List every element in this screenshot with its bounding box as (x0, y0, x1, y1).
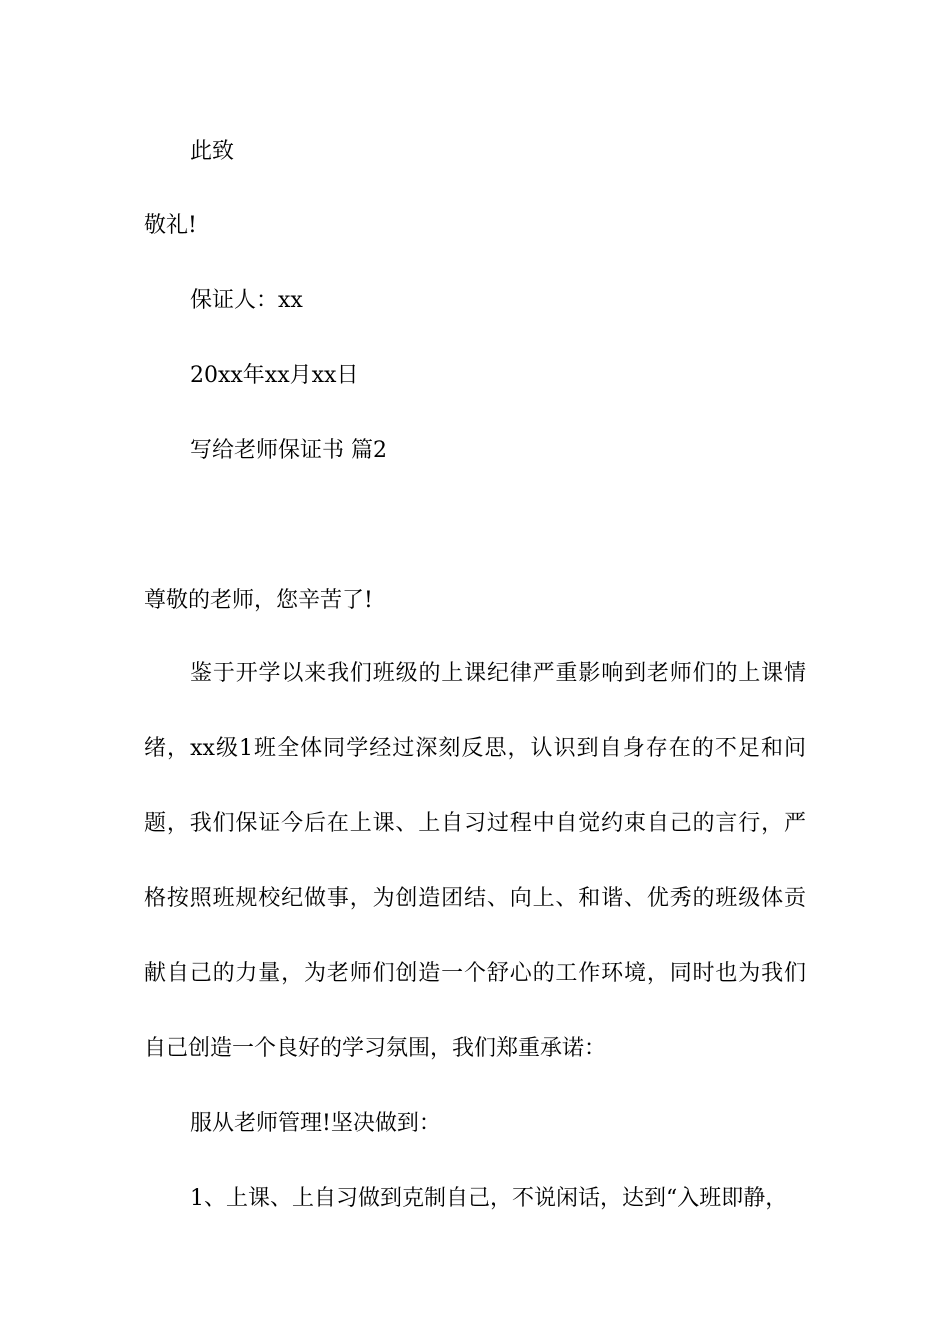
signer-line: 保证人：xx (190, 288, 303, 313)
section-heading: 写给老师保证书 篇2 (190, 438, 387, 463)
commitment-intro: 服从老师管理!坚决做到： (190, 1111, 441, 1136)
paragraph-line: 格按照班规校纪做事，为创造团结、向上、和谐、优秀的班级体贡 (144, 886, 806, 911)
closing-salutation: 此致 (190, 139, 235, 164)
paragraph-line: 绪，xx级1班全体同学经过深刻反思，认识到自身存在的不足和问 (144, 736, 806, 761)
paragraph-line: 献自己的力量，为老师们创造一个舒心的工作环境，同时也为我们 (144, 961, 806, 986)
greeting-line: 尊敬的老师，您辛苦了! (144, 588, 373, 613)
paragraph-line: 自己创造一个良好的学习氛围，我们郑重承诺： (144, 1036, 607, 1061)
commitment-item-1: 1、上课、上自习做到克制自己，不说闲话，达到“入班即静， (190, 1186, 788, 1211)
paragraph-line: 题，我们保证今后在上课、上自习过程中自觉约束自己的言行，严 (144, 811, 806, 836)
date-line: 20xx年xx月xx日 (190, 363, 359, 388)
closing-regards: 敬礼! (144, 213, 197, 238)
paragraph-line: 鉴于开学以来我们班级的上课纪律严重影响到老师们的上课情 (190, 661, 806, 686)
